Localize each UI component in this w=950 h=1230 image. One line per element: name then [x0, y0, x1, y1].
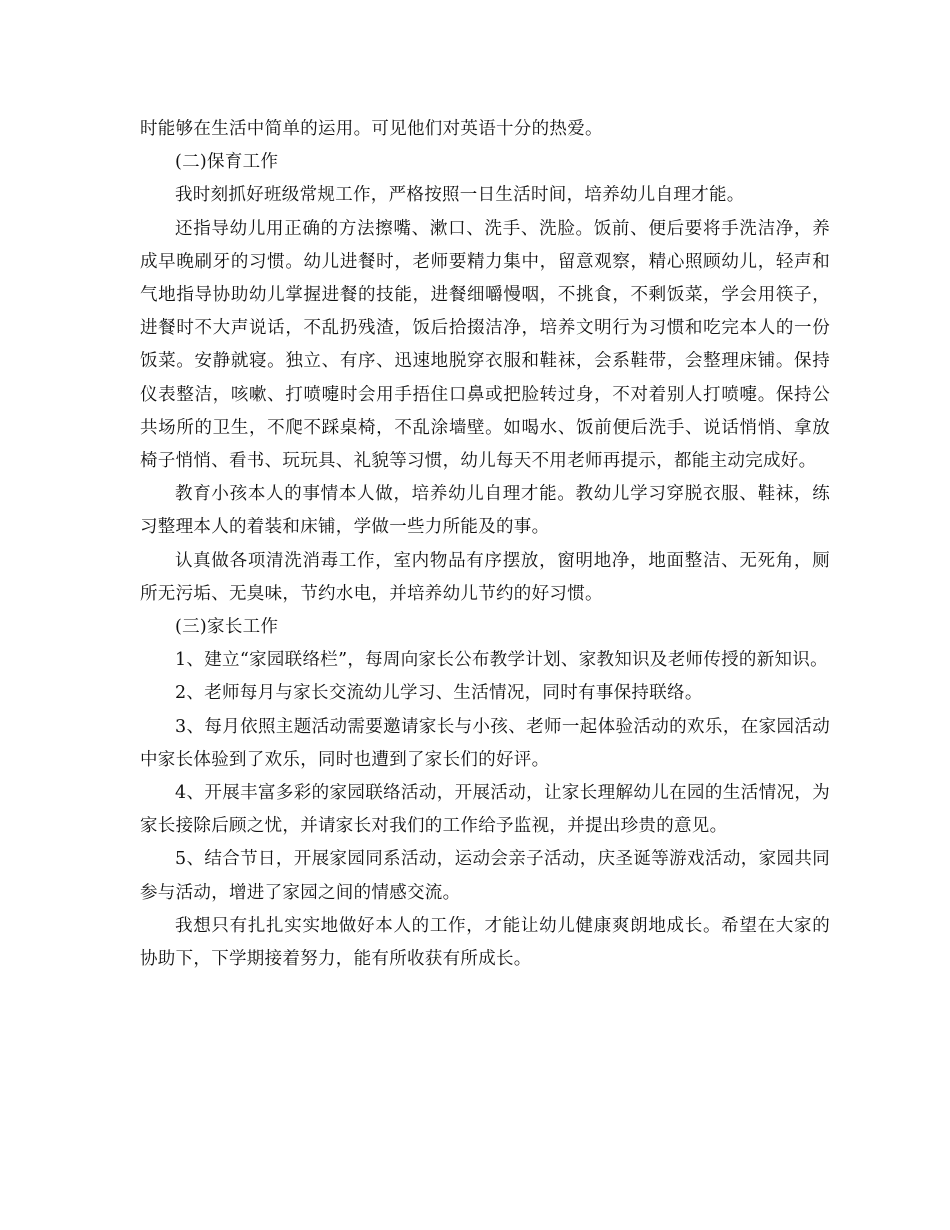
paragraph-closing: 我想只有扎扎实实地做好本人的工作，才能让幼儿健康爽朗地成长。希望在大家的协助下，下学期接着努力，能有所收获有所成长。 — [140, 915, 830, 970]
document-body — [140, 113, 830, 976]
paragraph: 教育小孩本人的事情本人做，培养幼儿自理才能。教幼儿学习穿脱衣服、鞋袜，练习整理本人的着装和床铺，学做一些力所能及的事。 — [140, 484, 830, 538]
list-item: 1、建立“家园联络栏”，每周向家长公布教学计划、家教知识及老师传授的新知识。 — [175, 650, 828, 671]
paragraph: 我时刻抓好班级常规工作，严格按照一日生活时间，培养幼儿自理才能。 — [175, 185, 745, 206]
list-item: 4、开展丰富多彩的家园联络活动，开展活动，让家长理解幼儿在园的生活情况，为家长接除后顾之忧，并请家长对我们的工作给予监视，并提出珍贵的意见。 — [140, 783, 830, 837]
paragraph-continuation: 时能够在生活中简单的运用。可见他们对英语十分的热爱。 — [140, 119, 603, 139]
list-item: 2、老师每月与家长交流幼儿学习、生活情况，同时有事保持联络。 — [175, 683, 703, 704]
paragraph: 认真做各项清洗消毒工作，室内物品有序摆放，窗明地净，地面整洁、无死角，厕所无污垢、无臭味，节约水电，并培养幼儿节约的好习惯。 — [140, 550, 830, 604]
section-heading-parents: (三)家长工作 — [175, 617, 279, 638]
paragraph: 还指导幼儿用正确的方法擦嘴、漱口、洗手、洗脸。饭前、便后要将手洗洁净，养成早晚刷牙的习惯。幼儿进餐时，老师要精力集中，留意观察，精心照顾幼儿，轻声和气地指导协助幼儿掌握进餐的技能，进餐细嚼慢咽，不挑食，不剩饭菜，学会用筷子，进餐时不大声说话，不乱扔残渣，饭后拾掇洁净，培养文明行为习惯和吃完本人的一份饭菜。安静就寝。独立、有序、迅速地脱穿衣服和鞋袜，会系鞋带，会整理床铺。保持仪表整洁，咳嗽、打喷嚏时会用手捂住口鼻或把脸转过身，不对着别人打喷嚏。保持公共场所的卫生，不爬不踩桌椅，不乱涂墙壁。如喝水、饭前便后洗手、说话悄悄、拿放椅子悄悄、看书、玩玩具、礼貌等习惯，幼儿每天不用老师再提示，都能主动完成好。 — [140, 218, 830, 472]
section-heading-childcare: (二)保育工作 — [175, 152, 279, 173]
list-item: 3、每月依照主题活动需要邀请家长与小孩、老师一起体验活动的欢乐，在家园活动中家长体验到了欢乐，同时也遭到了家长们的好评。 — [140, 716, 830, 770]
list-item: 5、结合节日，开展家园同系活动，运动会亲子活动，庆圣诞等游戏活动，家园共同参与活动，增进了家园之间的情感交流。 — [140, 849, 830, 903]
